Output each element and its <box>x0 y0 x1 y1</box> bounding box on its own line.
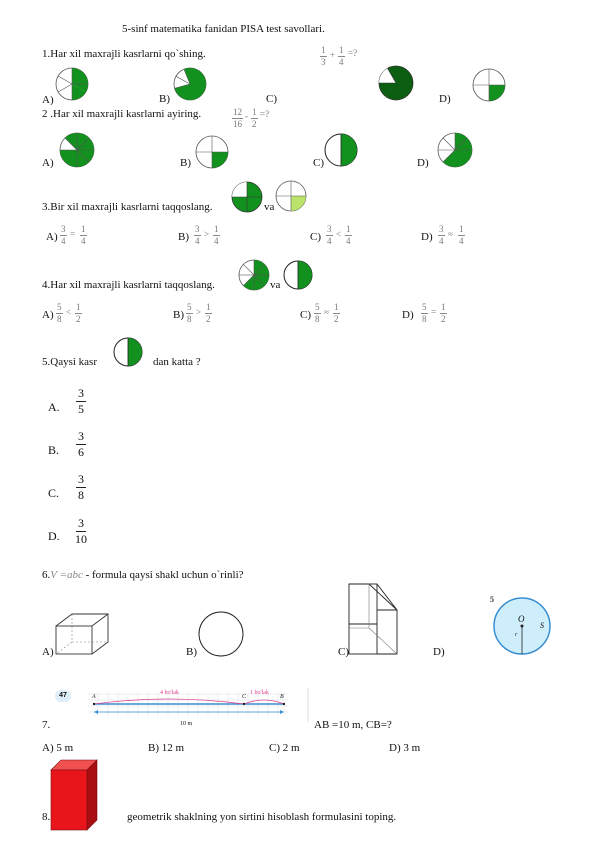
q1-frac-b: $\frac{1}{4}$ <box>339 45 344 67</box>
q4-option-c-op: ≈ <box>324 307 329 317</box>
q1-text: 1.Har xil maxrajli kasrlarni qo`shing. <box>42 48 206 60</box>
q2-frac-a: $\frac{12}{16}$ <box>233 107 242 129</box>
q1-option-b-label[interactable]: B) <box>159 93 170 105</box>
q5-option-c-label[interactable]: C. <box>48 486 60 500</box>
q7-point-c: C <box>242 694 247 700</box>
q4-text: 4.Har xil maxrajli kasrlarni taqqoslang. <box>42 279 215 291</box>
q6-text: 6.V =abc - formula qaysi shakl uchun o`rinli? <box>42 569 244 581</box>
q6-option-b-circle <box>197 610 245 658</box>
q5-option-c-frac: 3 8 <box>78 472 84 502</box>
q6-option-a-label[interactable]: A) <box>42 646 54 658</box>
q5-option-a-label[interactable]: A. <box>48 400 60 414</box>
q6-option-b-label[interactable]: B) <box>186 646 197 658</box>
q4-pie-half <box>283 259 313 291</box>
q4-option-a-label[interactable]: A) <box>42 309 54 321</box>
q7-option-c[interactable]: C) 2 m <box>269 742 300 754</box>
q7-total-label: 10 m <box>180 721 193 727</box>
q7-ruler <box>88 688 308 728</box>
q7-tag: 47 <box>55 690 71 702</box>
q7-point-b: B <box>280 694 284 700</box>
q2-option-c-label[interactable]: C) <box>313 157 324 169</box>
q3-option-c-left: $\frac{3}{4}$ <box>327 224 332 246</box>
q6-option-a-cuboid <box>54 612 110 656</box>
q4-option-a-op: < <box>66 307 72 317</box>
q6-circle-number: 5 <box>490 595 494 604</box>
q3-option-a-right: $\frac{1}{4}$ <box>81 224 86 246</box>
q3-option-c-label[interactable]: C) <box>310 231 321 243</box>
q7-question: AB =10 m, CB=? <box>314 719 392 731</box>
q3-option-b-left: $\frac{3}{4}$ <box>195 224 200 246</box>
q5-text-b: dan katta ? <box>153 356 201 368</box>
q4-option-d-label[interactable]: D) <box>402 309 414 321</box>
q3-option-c-right: $\frac{1}{4}$ <box>346 224 351 246</box>
q1-option-c-label[interactable]: C) <box>266 93 277 105</box>
q7-point-a: A <box>92 694 96 700</box>
q4-pie-five-eighths <box>237 258 271 292</box>
q3-option-d-op: ≈ <box>448 229 453 239</box>
q6-text-rest: - formula qaysi shakl uchun o`rinli? <box>82 569 244 581</box>
q4-option-d-right: $\frac{1}{2}$ <box>441 302 446 324</box>
q1-option-a-label[interactable]: A) <box>42 94 54 106</box>
q2-option-a-label[interactable]: A) <box>42 157 54 169</box>
q4-option-a-left: $\frac{5}{8}$ <box>57 302 62 324</box>
q1-option-d-pie <box>471 67 507 103</box>
q2-option-a-pie <box>58 131 96 169</box>
q8-text: geometrik shaklning yon sirtini hisoblash formulasini toping. <box>127 811 397 823</box>
q5-text-a: 5.Qaysi kasr <box>42 356 97 368</box>
q1-option-a-pie <box>55 67 89 101</box>
q4-option-c-left: $\frac{5}{8}$ <box>315 302 320 324</box>
q8-number: 8. <box>42 811 51 823</box>
q1-plus: + <box>330 50 336 60</box>
q4-va: va <box>270 279 281 291</box>
q3-option-a-op: = <box>70 229 76 239</box>
q4-option-b-left: $\frac{5}{8}$ <box>187 302 192 324</box>
q7-option-b[interactable]: B) 12 m <box>148 742 185 754</box>
q5-option-a-frac: 3 5 <box>78 386 84 416</box>
q7-option-d[interactable]: D) 3 m <box>389 742 421 754</box>
q6-option-d-label[interactable]: D) <box>433 646 445 658</box>
q4-option-b-op: > <box>196 307 202 317</box>
q2-frac-b: $\frac{1}{2}$ <box>252 107 257 129</box>
q3-text: 3.Bir xil maxrajli kasrlarni taqqoslang. <box>42 201 213 213</box>
q6-formula: V =abc <box>50 569 83 581</box>
q2-option-d-pie <box>436 131 474 169</box>
q4-option-c-label[interactable]: C) <box>300 309 311 321</box>
q5-pie-half <box>112 336 144 368</box>
q5-option-d-label[interactable]: D. <box>48 529 60 543</box>
q7-option-a[interactable]: A) 5 m <box>42 742 74 754</box>
q4-option-c-right: $\frac{1}{2}$ <box>334 302 339 324</box>
q3-option-c-op: < <box>336 229 342 239</box>
q2-option-b-pie <box>194 134 230 170</box>
q3-va: va <box>264 201 275 213</box>
q1-option-c-pie <box>378 65 414 101</box>
q3-option-b-right: $\frac{1}{4}$ <box>214 224 219 246</box>
q8-red-prism <box>51 760 99 832</box>
q5-option-d-frac: 3 10 <box>75 516 87 546</box>
q3-pie-one-quarter <box>274 179 308 213</box>
q1-tail: =? <box>348 48 358 58</box>
q2-text: 2 .Har xil maxrajli kasrlarni ayiring. <box>42 108 202 120</box>
q3-option-d-right: $\frac{1}{4}$ <box>459 224 464 246</box>
q4-option-a-right: $\frac{1}{2}$ <box>76 302 81 324</box>
q3-option-a-left: $\frac{3}{4}$ <box>61 224 66 246</box>
q2-option-d-label[interactable]: D) <box>417 157 429 169</box>
q2-tail: =? <box>260 109 270 119</box>
page-title: 5-sinf matematika fanidan PISA test savollari. <box>122 23 325 35</box>
q4-option-d-left: $\frac{5}{8}$ <box>422 302 427 324</box>
q3-option-b-label[interactable]: B) <box>178 231 189 243</box>
q2-option-b-label[interactable]: B) <box>180 157 191 169</box>
q6-option-c-prism <box>347 582 399 656</box>
q1-option-b-pie <box>172 67 208 101</box>
q7-number: 7. <box>42 719 51 731</box>
q6-circle-s: S <box>540 621 544 630</box>
q1-option-d-label[interactable]: D) <box>439 93 451 105</box>
q4-option-b-right: $\frac{1}{2}$ <box>206 302 211 324</box>
q2-option-c-pie <box>323 132 359 168</box>
q2-minus: - <box>245 111 248 121</box>
q4-option-d-op: = <box>431 307 437 317</box>
q5-option-b-frac: 3 6 <box>78 429 84 459</box>
q7-right-segment-label: 1 bo'lak <box>250 690 269 696</box>
q7-left-segment-label: 4 bo'lak <box>160 690 179 696</box>
q3-option-d-left: $\frac{3}{4}$ <box>439 224 444 246</box>
q6-circle-o: O <box>518 614 525 624</box>
q3-pie-three-quarters <box>230 180 264 214</box>
q3-option-b-op: > <box>204 229 210 239</box>
q4-option-b-label[interactable]: B) <box>173 309 184 321</box>
q1-frac-a: $\frac{1}{3}$ <box>321 45 326 67</box>
q6-circle-r: r <box>515 632 518 638</box>
q3-option-d-label[interactable]: D) <box>421 231 433 243</box>
q3-option-a-label[interactable]: A) <box>46 231 58 243</box>
q5-option-b-label[interactable]: B. <box>48 443 60 457</box>
q6-option-c-label[interactable]: C) <box>338 646 349 658</box>
